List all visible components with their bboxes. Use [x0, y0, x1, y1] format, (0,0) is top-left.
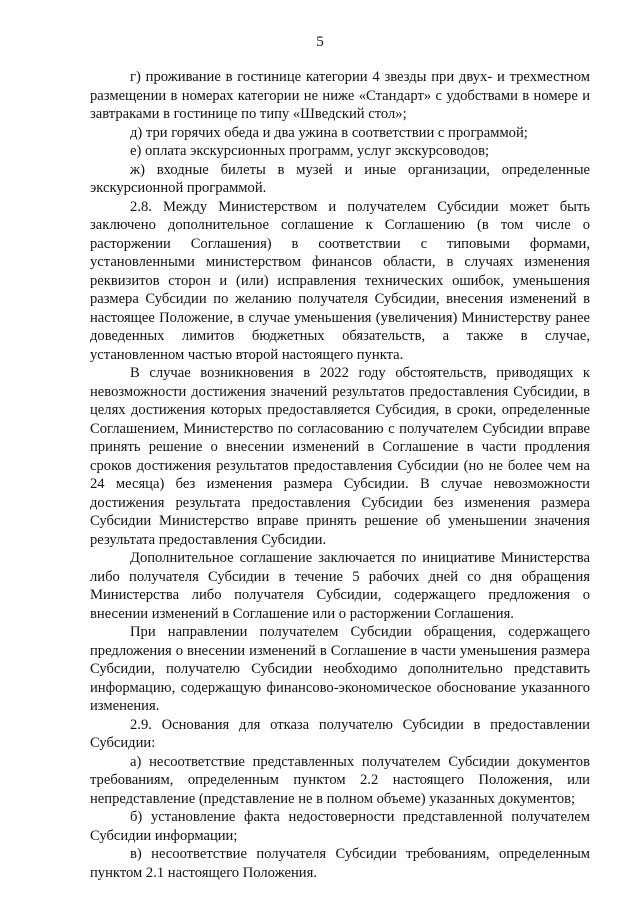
paragraph-meals: д) три горячих обеда и два ужина в соответствии с программой; — [130, 124, 528, 141]
paragraph-refusal-c: в) несоответствие получателя Субсидии требованиям, определенным пунктом 2.1 настоящего Положения. — [90, 846, 590, 881]
paragraph-tickets: ж) входные билеты в музей и иные организации, определенные экскурсионной программой. — [90, 161, 590, 196]
paragraph-excursions: е) оплата экскурсионных программ, услуг экскурсоводов; — [130, 143, 490, 159]
paragraph-reduction-request: При направлении получателем Субсидии обращения, содержащего предложения о внесении изменений в Соглашение в части уменьшения размера Субсидии, получателю Субсидии необходимо дополнительно представить информацию, содержащую финансово-экономическое обоснование указанного изменения. — [90, 624, 590, 714]
paragraph-refusal-b: б) установление факта недостоверности представленной получателем Субсидии информации; — [90, 809, 590, 844]
paragraph-2-8: 2.8. Между Министерством и получателем Субсидии может быть заключено дополнительное соглашение к Соглашению (в том числе о расторжении Соглашения) в соответствии с типовыми формами, установленными министерством финансов области, в случаях изменения реквизитов сторон и (или) исправления технических ошибок, уменьшения размера Субсидии по желанию получателя Субсидии, внесения изменений в настоящее Положение, в случае уменьшения (увеличения) Министерству ранее доведенных лимитов бюджетных обязательств, а также в случае, установленном частью второй настоящего пункта. — [90, 198, 590, 363]
page-number: 5 — [316, 34, 324, 50]
paragraph-additional-agreement: Дополнительное соглашение заключается по инициативе Министерства либо получателя Субсидии в течение 5 рабочих дней со дня обращения Министерства либо получателя Субсидии, содержащего предложения о внесении изменений в Соглашение или о расторжении Соглашения. — [90, 550, 590, 622]
paragraph-refusal-a: а) несоответствие представленных получателем Субсидии документов требованиям, определенным пунктом 2.2 настоящего Положения, или непредставление (представление не в полном объеме) указанных документов; — [90, 753, 590, 807]
document-body — [90, 68, 590, 882]
paragraph-2-9: 2.9. Основания для отказа получателю Субсидии в предоставлении Субсидии: — [90, 716, 590, 751]
paragraph-2022-circumstances: В случае возникновения в 2022 году обстоятельств, приводящих к невозможности достижения значений результатов предоставления Субсидии, в целях достижения которых предоставляется Субсидия, в сроки, определенные Соглашением, Министерство по согласованию с получателем Субсидии вправе принять решение о внесении изменений в Соглашение в части продления сроков достижения результатов предоставления Субсидии (но не более чем на 24 месяца) без изменения размера Субсидии. В случае невозможности достижения результата предоставления Субсидии без изменения размера Субсидии Министерство вправе принять решение об уменьшении значения результата предоставления Субсидии. — [90, 365, 590, 548]
paragraph-accommodation: г) проживание в гостинице категории 4 звезды при двух- и трехместном размещении в номерах категории не ниже «Стандарт» с удобствами в номере и завтраками в гостинице по типу «Шведский стол»; — [90, 69, 590, 122]
